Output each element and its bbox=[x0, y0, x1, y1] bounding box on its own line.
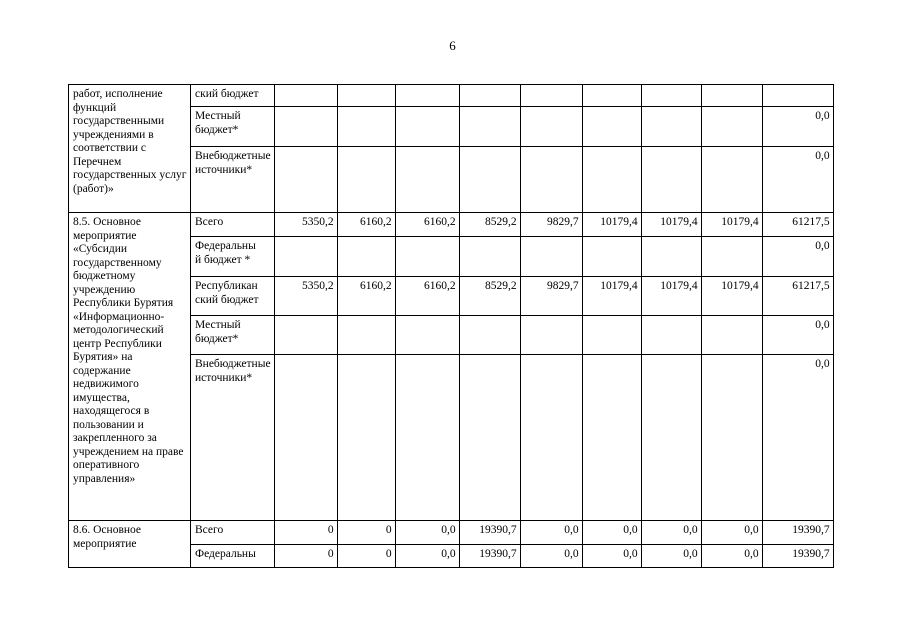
value-cell: 6160,2 bbox=[395, 213, 459, 237]
value-cell bbox=[641, 107, 701, 147]
value-cell bbox=[520, 237, 582, 277]
value-cell bbox=[395, 237, 459, 277]
value-cell: 19390,7 bbox=[459, 521, 520, 545]
value-cell bbox=[582, 237, 641, 277]
value-cell bbox=[641, 237, 701, 277]
value-cell: 0,0 bbox=[641, 521, 701, 545]
value-cell: 0,0 bbox=[762, 237, 833, 277]
value-cell bbox=[582, 355, 641, 521]
value-cell: 0,0 bbox=[762, 355, 833, 521]
value-cell: 6160,2 bbox=[337, 213, 395, 237]
value-cell bbox=[701, 85, 762, 107]
value-cell bbox=[520, 147, 582, 213]
value-cell bbox=[520, 355, 582, 521]
value-cell: 10179,4 bbox=[582, 277, 641, 316]
source-cell: Республикан ский бюджет bbox=[191, 277, 275, 316]
value-cell: 19390,7 bbox=[762, 521, 833, 545]
source-cell: Федеральны bbox=[191, 545, 275, 568]
budget-table bbox=[68, 84, 834, 568]
value-cell: 0,0 bbox=[582, 521, 641, 545]
value-cell: 19390,7 bbox=[762, 545, 833, 568]
value-cell: 61217,5 bbox=[762, 277, 833, 316]
value-cell bbox=[274, 355, 337, 521]
value-cell bbox=[395, 147, 459, 213]
value-cell: 6160,2 bbox=[337, 277, 395, 316]
value-cell bbox=[701, 316, 762, 355]
value-cell bbox=[520, 107, 582, 147]
value-cell bbox=[337, 237, 395, 277]
value-cell: 6160,2 bbox=[395, 277, 459, 316]
value-cell: 0,0 bbox=[520, 521, 582, 545]
source-cell: ский бюджет bbox=[191, 85, 275, 107]
value-cell bbox=[641, 316, 701, 355]
value-cell: 0,0 bbox=[582, 545, 641, 568]
value-cell bbox=[641, 85, 701, 107]
value-cell bbox=[395, 107, 459, 147]
value-cell bbox=[701, 147, 762, 213]
value-cell bbox=[520, 85, 582, 107]
source-cell: Всего bbox=[191, 213, 275, 237]
source-cell: Местный бюджет* bbox=[191, 316, 275, 355]
value-cell bbox=[337, 147, 395, 213]
value-cell: 0,0 bbox=[762, 316, 833, 355]
table-row bbox=[69, 521, 834, 545]
page-number: 6 bbox=[449, 38, 456, 53]
value-cell: 10179,4 bbox=[641, 277, 701, 316]
source-cell: Всего bbox=[191, 521, 275, 545]
value-cell: 10179,4 bbox=[701, 213, 762, 237]
value-cell: 9829,7 bbox=[520, 277, 582, 316]
value-cell: 8529,2 bbox=[459, 277, 520, 316]
value-cell bbox=[395, 85, 459, 107]
value-cell bbox=[459, 85, 520, 107]
value-cell bbox=[337, 85, 395, 107]
activity-cell: 8.6. Основное мероприятие bbox=[69, 521, 191, 568]
value-cell bbox=[762, 85, 833, 107]
value-cell: 0,0 bbox=[520, 545, 582, 568]
value-cell bbox=[582, 107, 641, 147]
value-cell: 0 bbox=[274, 545, 337, 568]
value-cell: 9829,7 bbox=[520, 213, 582, 237]
value-cell bbox=[395, 355, 459, 521]
value-cell bbox=[337, 355, 395, 521]
value-cell bbox=[274, 237, 337, 277]
value-cell: 10179,4 bbox=[582, 213, 641, 237]
value-cell bbox=[274, 85, 337, 107]
activity-cell: 8.5. Основное мероприятие «Субсидии государственному бюджетному учреждению Республики Бурятия «Информационно-методологический центр Республики Бурятия» на содержание недвижимого имущества, находящегося в пользовании и закрепленного за учреждением на праве оперативного управления» bbox=[69, 213, 191, 521]
value-cell: 10179,4 bbox=[641, 213, 701, 237]
value-cell bbox=[582, 85, 641, 107]
value-cell bbox=[274, 107, 337, 147]
value-cell bbox=[337, 107, 395, 147]
value-cell bbox=[520, 316, 582, 355]
value-cell bbox=[641, 147, 701, 213]
value-cell: 0,0 bbox=[701, 545, 762, 568]
value-cell: 0,0 bbox=[701, 521, 762, 545]
value-cell: 8529,2 bbox=[459, 213, 520, 237]
value-cell: 0,0 bbox=[762, 107, 833, 147]
value-cell: 0 bbox=[274, 521, 337, 545]
value-cell: 61217,5 bbox=[762, 213, 833, 237]
value-cell bbox=[274, 147, 337, 213]
value-cell: 0 bbox=[337, 545, 395, 568]
value-cell: 0,0 bbox=[762, 147, 833, 213]
value-cell bbox=[459, 147, 520, 213]
activity-cell: работ, исполнение функций государственными учреждениями в соответствии с Перечнем государственных услуг (работ)» bbox=[69, 85, 191, 213]
value-cell bbox=[582, 316, 641, 355]
value-cell bbox=[701, 237, 762, 277]
value-cell: 19390,7 bbox=[459, 545, 520, 568]
value-cell: 0,0 bbox=[641, 545, 701, 568]
value-cell bbox=[459, 355, 520, 521]
value-cell bbox=[701, 355, 762, 521]
value-cell: 5350,2 bbox=[274, 277, 337, 316]
value-cell bbox=[459, 107, 520, 147]
value-cell bbox=[641, 355, 701, 521]
value-cell: 0,0 bbox=[395, 521, 459, 545]
value-cell bbox=[395, 316, 459, 355]
value-cell: 0 bbox=[337, 521, 395, 545]
value-cell: 0,0 bbox=[395, 545, 459, 568]
table-row bbox=[69, 85, 834, 107]
source-cell: Внебюджетные источники* bbox=[191, 147, 275, 213]
value-cell bbox=[337, 316, 395, 355]
source-cell: Внебюджетные источники* bbox=[191, 355, 275, 521]
source-cell: Федеральны й бюджет * bbox=[191, 237, 275, 277]
table-row bbox=[69, 213, 834, 237]
value-cell bbox=[459, 316, 520, 355]
value-cell bbox=[459, 237, 520, 277]
value-cell bbox=[582, 147, 641, 213]
source-cell: Местный бюджет* bbox=[191, 107, 275, 147]
value-cell: 10179,4 bbox=[701, 277, 762, 316]
value-cell bbox=[274, 316, 337, 355]
value-cell: 5350,2 bbox=[274, 213, 337, 237]
value-cell bbox=[701, 107, 762, 147]
